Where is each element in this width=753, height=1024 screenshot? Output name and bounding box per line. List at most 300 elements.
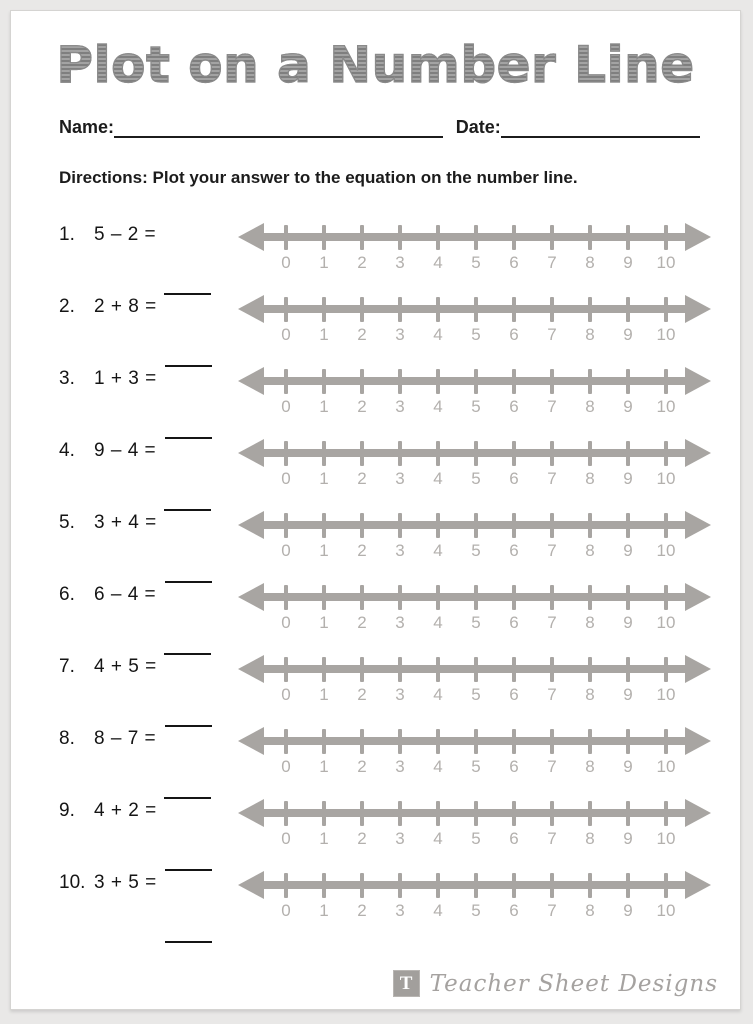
- tick-mark: [360, 513, 364, 538]
- date-label: Date:: [455, 117, 501, 137]
- directions-text: Directions: Plot your answer to the equation on the number line.: [59, 168, 578, 187]
- tick-label: 4: [433, 253, 443, 272]
- tick-mark: [322, 369, 326, 394]
- tick-mark: [360, 585, 364, 610]
- tick-label: 5: [471, 397, 481, 416]
- problem-row: [59, 507, 740, 579]
- tick-label: 0: [281, 541, 291, 560]
- number-line: [238, 795, 711, 855]
- equation-cell: [59, 579, 229, 651]
- tick-label: 3: [395, 541, 405, 560]
- right-arrow-icon: [685, 583, 711, 611]
- tick-label: 7: [547, 757, 557, 776]
- tick-mark: [360, 873, 364, 898]
- tick-mark: [360, 441, 364, 466]
- right-arrow-icon: [685, 511, 711, 539]
- answer-blank: [165, 941, 212, 943]
- tick-label: 2: [357, 541, 367, 560]
- tick-label: 7: [547, 253, 557, 272]
- tick-mark: [284, 297, 288, 322]
- tick-mark: [322, 441, 326, 466]
- tick-label: 9: [623, 613, 633, 632]
- tick-label: 10: [656, 253, 676, 272]
- tick-label: 10: [656, 469, 676, 488]
- tick-mark: [588, 369, 592, 394]
- tick-mark: [474, 729, 478, 754]
- tick-mark: [436, 369, 440, 394]
- tick-mark: [550, 225, 554, 250]
- problem-row: [59, 435, 740, 507]
- tick-mark: [284, 657, 288, 682]
- left-arrow-icon: [238, 223, 264, 251]
- tick-label: 7: [547, 685, 557, 704]
- tick-mark: [626, 585, 630, 610]
- tick-label: 4: [433, 397, 443, 416]
- tick-label: 4: [433, 685, 443, 704]
- problem-equation: 4 + 2 =: [94, 800, 157, 821]
- tick-mark: [512, 225, 516, 250]
- tick-mark: [322, 297, 326, 322]
- tick-mark: [550, 873, 554, 898]
- tick-mark: [664, 297, 668, 322]
- tick-mark: [512, 513, 516, 538]
- equation-cell: [59, 867, 229, 939]
- logo-t-icon: T: [393, 970, 420, 997]
- tick-mark: [626, 657, 630, 682]
- tick-label: 6: [509, 757, 519, 776]
- tick-mark: [550, 297, 554, 322]
- tick-label: 6: [509, 901, 519, 920]
- tick-label: 9: [623, 829, 633, 848]
- equation-cell: [59, 291, 229, 363]
- left-arrow-icon: [238, 511, 264, 539]
- tick-label: 2: [357, 325, 367, 344]
- tick-label: 1: [319, 469, 329, 488]
- tick-label: 8: [585, 757, 595, 776]
- tick-mark: [664, 873, 668, 898]
- tick-mark: [398, 441, 402, 466]
- number-line: [238, 507, 711, 567]
- tick-label: 0: [281, 685, 291, 704]
- right-arrow-icon: [685, 727, 711, 755]
- problem-equation: 9 – 4 =: [94, 440, 157, 461]
- left-arrow-icon: [238, 655, 264, 683]
- worksheet-title: Plot on a Number Line: [11, 38, 740, 92]
- problem-number: 2.: [59, 296, 75, 317]
- tick-label: 1: [319, 253, 329, 272]
- problem-equation: 1 + 3 =: [94, 368, 157, 389]
- tick-mark: [474, 657, 478, 682]
- tick-label: 3: [395, 613, 405, 632]
- tick-mark: [626, 729, 630, 754]
- tick-label: 2: [357, 901, 367, 920]
- problem-equation: 8 – 7 =: [94, 728, 157, 749]
- tick-label: 7: [547, 541, 557, 560]
- tick-mark: [474, 513, 478, 538]
- answer-blank: [165, 725, 212, 727]
- tick-label: 2: [357, 757, 367, 776]
- tick-label: 6: [509, 397, 519, 416]
- right-arrow-icon: [685, 799, 711, 827]
- tick-label: 3: [395, 829, 405, 848]
- tick-label: 10: [656, 613, 676, 632]
- tick-label: 8: [585, 397, 595, 416]
- tick-mark: [436, 441, 440, 466]
- tick-label: 5: [471, 469, 481, 488]
- tick-mark: [436, 873, 440, 898]
- tick-mark: [664, 369, 668, 394]
- tick-label: 6: [509, 685, 519, 704]
- tick-mark: [474, 585, 478, 610]
- tick-mark: [664, 729, 668, 754]
- tick-label: 3: [395, 685, 405, 704]
- tick-mark: [398, 369, 402, 394]
- tick-mark: [322, 513, 326, 538]
- left-arrow-icon: [238, 799, 264, 827]
- problem-row: [59, 795, 740, 867]
- tick-label: 5: [471, 685, 481, 704]
- tick-label: 1: [319, 901, 329, 920]
- tick-label: 2: [357, 685, 367, 704]
- tick-mark: [512, 585, 516, 610]
- tick-label: 6: [509, 325, 519, 344]
- tick-label: 9: [623, 325, 633, 344]
- tick-mark: [398, 657, 402, 682]
- problem-number: 6.: [59, 584, 75, 605]
- tick-label: 2: [357, 469, 367, 488]
- problem-row: [59, 291, 740, 363]
- tick-mark: [474, 873, 478, 898]
- tick-label: 10: [656, 757, 676, 776]
- answer-blank: [164, 509, 211, 511]
- problem-number: 1.: [59, 224, 75, 245]
- tick-mark: [588, 225, 592, 250]
- tick-mark: [664, 801, 668, 826]
- tick-label: 6: [509, 469, 519, 488]
- tick-mark: [436, 585, 440, 610]
- equation-cell: [59, 507, 229, 579]
- tick-mark: [322, 225, 326, 250]
- tick-label: 9: [623, 253, 633, 272]
- tick-mark: [550, 729, 554, 754]
- tick-mark: [588, 801, 592, 826]
- tick-mark: [360, 369, 364, 394]
- tick-mark: [626, 801, 630, 826]
- tick-mark: [360, 657, 364, 682]
- equation-cell: [59, 795, 229, 867]
- tick-mark: [588, 441, 592, 466]
- tick-label: 7: [547, 613, 557, 632]
- tick-label: 9: [623, 541, 633, 560]
- tick-label: 6: [509, 829, 519, 848]
- right-arrow-icon: [685, 439, 711, 467]
- tick-mark: [360, 729, 364, 754]
- tick-label: 9: [623, 901, 633, 920]
- equation-cell: [59, 435, 229, 507]
- problem-number: 3.: [59, 368, 75, 389]
- tick-label: 10: [656, 829, 676, 848]
- tick-label: 1: [319, 829, 329, 848]
- tick-mark: [284, 225, 288, 250]
- right-arrow-icon: [685, 295, 711, 323]
- number-line: [238, 651, 711, 711]
- tick-label: 3: [395, 469, 405, 488]
- number-line: [238, 363, 711, 423]
- tick-label: 4: [433, 613, 443, 632]
- tick-label: 8: [585, 469, 595, 488]
- tick-label: 0: [281, 253, 291, 272]
- logo-brand-text: Teacher Sheet Designs: [429, 970, 718, 997]
- tick-mark: [474, 297, 478, 322]
- tick-mark: [322, 657, 326, 682]
- tick-mark: [360, 801, 364, 826]
- tick-label: 1: [319, 541, 329, 560]
- tick-label: 1: [319, 757, 329, 776]
- tick-mark: [360, 297, 364, 322]
- tick-mark: [284, 441, 288, 466]
- problem-row: [59, 723, 740, 795]
- tick-label: 8: [585, 829, 595, 848]
- tick-mark: [284, 729, 288, 754]
- tick-mark: [588, 657, 592, 682]
- tick-mark: [436, 513, 440, 538]
- tick-label: 4: [433, 469, 443, 488]
- equation-cell: [59, 723, 229, 795]
- tick-label: 1: [319, 397, 329, 416]
- tick-mark: [588, 585, 592, 610]
- tick-label: 5: [471, 757, 481, 776]
- problem-number: 9.: [59, 800, 75, 821]
- problem-equation: 3 + 4 =: [94, 512, 157, 533]
- tick-mark: [474, 369, 478, 394]
- tick-label: 10: [656, 901, 676, 920]
- problem-row: [59, 651, 740, 723]
- problem-equation: 4 + 5 =: [94, 656, 157, 677]
- left-arrow-icon: [238, 583, 264, 611]
- answer-blank: [164, 653, 211, 655]
- tick-label: 10: [656, 325, 676, 344]
- tick-mark: [550, 441, 554, 466]
- tick-mark: [626, 513, 630, 538]
- equation-cell: [59, 363, 229, 435]
- problem-number: 5.: [59, 512, 75, 533]
- tick-label: 10: [656, 397, 676, 416]
- tick-label: 7: [547, 469, 557, 488]
- tick-label: 5: [471, 253, 481, 272]
- tick-label: 2: [357, 253, 367, 272]
- tick-label: 6: [509, 613, 519, 632]
- tick-mark: [474, 441, 478, 466]
- tick-mark: [626, 225, 630, 250]
- tick-label: 5: [471, 325, 481, 344]
- number-line: [238, 579, 711, 639]
- tick-label: 0: [281, 397, 291, 416]
- answer-blank: [165, 437, 212, 439]
- tick-label: 7: [547, 829, 557, 848]
- tick-label: 3: [395, 901, 405, 920]
- tick-label: 3: [395, 253, 405, 272]
- problem-row: [59, 363, 740, 435]
- tick-mark: [626, 441, 630, 466]
- tick-mark: [588, 729, 592, 754]
- tick-label: 4: [433, 325, 443, 344]
- tick-label: 8: [585, 253, 595, 272]
- answer-blank: [164, 293, 211, 295]
- problem-number: 4.: [59, 440, 75, 461]
- right-arrow-icon: [685, 655, 711, 683]
- left-arrow-icon: [238, 367, 264, 395]
- answer-blank: [165, 581, 212, 583]
- tick-mark: [284, 369, 288, 394]
- tick-label: 8: [585, 541, 595, 560]
- tick-mark: [626, 369, 630, 394]
- tick-mark: [398, 513, 402, 538]
- tick-label: 10: [656, 541, 676, 560]
- tick-mark: [588, 513, 592, 538]
- tick-label: 4: [433, 757, 443, 776]
- tick-mark: [398, 585, 402, 610]
- tick-label: 0: [281, 325, 291, 344]
- tick-label: 0: [281, 613, 291, 632]
- tick-mark: [398, 873, 402, 898]
- tick-mark: [436, 729, 440, 754]
- tick-label: 2: [357, 613, 367, 632]
- problem-row: [59, 867, 740, 939]
- equation-cell: [59, 651, 229, 723]
- tick-label: 8: [585, 901, 595, 920]
- tick-mark: [322, 801, 326, 826]
- tick-label: 7: [547, 397, 557, 416]
- tick-label: 7: [547, 325, 557, 344]
- tick-mark: [626, 297, 630, 322]
- tick-label: 8: [585, 685, 595, 704]
- tick-label: 3: [395, 325, 405, 344]
- tick-label: 0: [281, 901, 291, 920]
- name-label: Name:: [59, 117, 115, 137]
- answer-blank: [165, 365, 212, 367]
- number-line: [238, 435, 711, 495]
- date-line: [501, 122, 700, 138]
- right-arrow-icon: [685, 871, 711, 899]
- tick-label: 9: [623, 397, 633, 416]
- tick-mark: [512, 297, 516, 322]
- right-arrow-icon: [685, 367, 711, 395]
- tick-mark: [322, 729, 326, 754]
- tick-mark: [436, 657, 440, 682]
- tick-mark: [550, 585, 554, 610]
- left-arrow-icon: [238, 727, 264, 755]
- tick-mark: [664, 657, 668, 682]
- tick-label: 2: [357, 829, 367, 848]
- tick-label: 5: [471, 541, 481, 560]
- tick-mark: [512, 801, 516, 826]
- tick-mark: [664, 441, 668, 466]
- tick-mark: [322, 873, 326, 898]
- tick-label: 8: [585, 613, 595, 632]
- left-arrow-icon: [238, 439, 264, 467]
- tick-label: 3: [395, 397, 405, 416]
- tick-label: 9: [623, 469, 633, 488]
- right-arrow-icon: [685, 223, 711, 251]
- tick-mark: [550, 657, 554, 682]
- tick-mark: [626, 873, 630, 898]
- left-arrow-icon: [238, 871, 264, 899]
- tick-mark: [588, 873, 592, 898]
- tick-label: 9: [623, 757, 633, 776]
- tick-label: 10: [656, 685, 676, 704]
- tick-label: 5: [471, 613, 481, 632]
- tick-mark: [436, 225, 440, 250]
- tick-label: 0: [281, 757, 291, 776]
- name-date-row: [59, 117, 700, 138]
- tick-label: 4: [433, 829, 443, 848]
- tick-mark: [512, 441, 516, 466]
- tick-label: 9: [623, 685, 633, 704]
- problem-number: 8.: [59, 728, 75, 749]
- tick-label: 6: [509, 541, 519, 560]
- tick-mark: [550, 801, 554, 826]
- tick-mark: [284, 801, 288, 826]
- tick-label: 1: [319, 325, 329, 344]
- tick-mark: [322, 585, 326, 610]
- tick-mark: [474, 225, 478, 250]
- problem-number: 10.: [59, 872, 86, 893]
- problem-equation: 2 + 8 =: [94, 296, 157, 317]
- tick-mark: [512, 369, 516, 394]
- tick-label: 0: [281, 829, 291, 848]
- tick-mark: [550, 369, 554, 394]
- tick-mark: [284, 585, 288, 610]
- tick-label: 4: [433, 541, 443, 560]
- tick-label: 5: [471, 829, 481, 848]
- tick-label: 5: [471, 901, 481, 920]
- tick-label: 8: [585, 325, 595, 344]
- tick-mark: [398, 729, 402, 754]
- tick-mark: [398, 801, 402, 826]
- left-arrow-icon: [238, 295, 264, 323]
- tick-mark: [398, 297, 402, 322]
- problem-row: [59, 579, 740, 651]
- tick-label: 2: [357, 397, 367, 416]
- tick-mark: [474, 801, 478, 826]
- tick-mark: [512, 873, 516, 898]
- tick-mark: [436, 801, 440, 826]
- problem-equation: 5 – 2 =: [94, 224, 157, 245]
- number-line: [238, 867, 711, 927]
- problem-equation: 3 + 5 =: [94, 872, 157, 893]
- tick-label: 3: [395, 757, 405, 776]
- tick-mark: [664, 585, 668, 610]
- tick-mark: [664, 513, 668, 538]
- number-line: [238, 291, 711, 351]
- tick-mark: [284, 513, 288, 538]
- problem-number: 7.: [59, 656, 75, 677]
- answer-blank: [165, 869, 212, 871]
- footer-logo: [393, 970, 718, 997]
- answer-blank: [164, 797, 211, 799]
- tick-mark: [664, 225, 668, 250]
- tick-label: 1: [319, 613, 329, 632]
- tick-mark: [588, 297, 592, 322]
- worksheet-page: [10, 10, 741, 1010]
- problems-list: [11, 219, 740, 939]
- tick-label: 0: [281, 469, 291, 488]
- tick-label: 6: [509, 253, 519, 272]
- tick-mark: [512, 729, 516, 754]
- tick-label: 7: [547, 901, 557, 920]
- tick-mark: [550, 513, 554, 538]
- number-line: [238, 219, 711, 279]
